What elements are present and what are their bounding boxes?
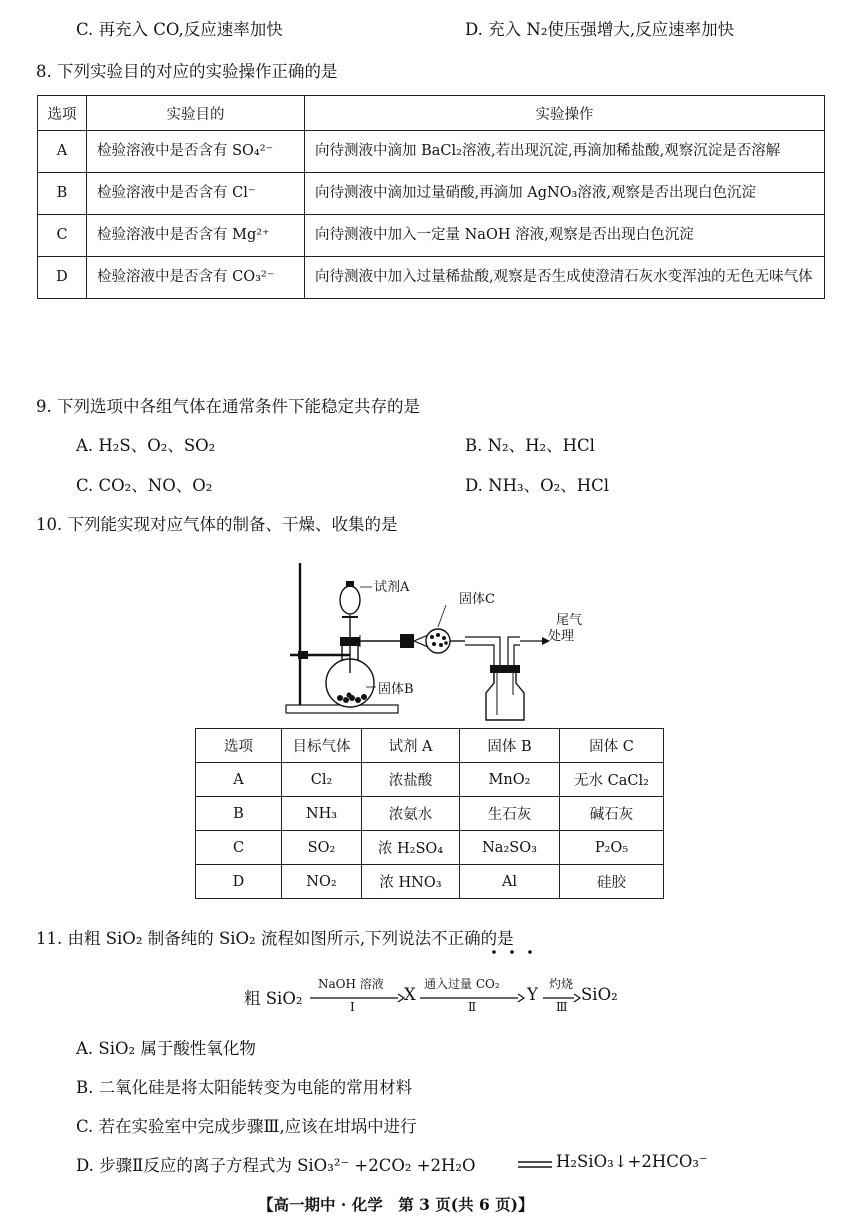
table-row	[38, 173, 825, 215]
table-cell: Al	[460, 865, 560, 899]
option-a: A. H₂S、O₂、SO₂	[76, 436, 216, 455]
flow-y: Y	[527, 985, 538, 1004]
label-solid-b: 固体B	[378, 682, 414, 697]
row-goal: 检验溶液中是否含有 CO₃²⁻	[87, 257, 305, 299]
flow-step1-reagent: NaOH 溶液	[318, 977, 384, 991]
table-row	[196, 831, 664, 865]
flow-start: 粗 SiO₂	[244, 989, 303, 1008]
header-cell: 选项	[196, 729, 282, 763]
option-c-prev: C. 再充入 CO,反应速率加快	[76, 20, 283, 39]
option-b: B. 二氧化硅是将太阳能转变为电能的常用材料	[76, 1078, 413, 1097]
table-cell: D	[196, 865, 282, 899]
table-cell: MnO₂	[460, 763, 560, 797]
table-cell: 浓 HNO₃	[362, 865, 460, 899]
row-operation: 向待测液中加入过量稀盐酸,观察是否生成使澄清石灰水变浑浊的无色无味气体	[305, 257, 825, 299]
option-d-suffix: H₂SiO₃↓+2HCO₃⁻	[556, 1152, 708, 1171]
table-cell: 生石灰	[460, 797, 560, 831]
flow-step2-number: Ⅱ	[468, 1000, 477, 1014]
row-option: D	[38, 257, 87, 299]
option-d-prev: D. 充入 N₂使压强增大,反应速率加快	[465, 20, 735, 39]
header-operation: 实验操作	[305, 96, 825, 131]
row-goal: 检验溶液中是否含有 Mg²⁺	[87, 215, 305, 257]
table-cell: 浓盐酸	[362, 763, 460, 797]
row-option: C	[38, 215, 87, 257]
header-cell: 试剂 A	[362, 729, 460, 763]
table-cell: A	[196, 763, 282, 797]
flow-step2-reagent: 通入过量 CO₂	[424, 977, 500, 991]
flow-step1-number: Ⅰ	[350, 1000, 355, 1014]
row-goal: 检验溶液中是否含有 SO₄²⁻	[87, 131, 305, 173]
header-cell: 目标气体	[282, 729, 362, 763]
table-row	[196, 763, 664, 797]
label-solid-c: 固体C	[459, 592, 495, 607]
table-cell: 硅胶	[560, 865, 664, 899]
table-row	[38, 215, 825, 257]
option-d: D. NH₃、O₂、HCl	[465, 476, 610, 495]
table-cell: NH₃	[282, 797, 362, 831]
question-11-stem: 11. 由粗 SiO₂ 制备纯的 SiO₂ 流程如图所示,下列说法不正确的是	[36, 929, 514, 948]
label-reagent-a: 试剂A	[374, 580, 410, 595]
table-header-row	[38, 96, 825, 131]
row-option: B	[38, 173, 87, 215]
table-cell: 碱石灰	[560, 797, 664, 831]
table-cell: Na₂SO₃	[460, 831, 560, 865]
label-exhaust-1: 尾气	[556, 613, 583, 628]
question-8-table	[37, 95, 825, 299]
header-cell: 固体 C	[560, 729, 664, 763]
header-goal: 实验目的	[87, 96, 305, 131]
question-10-stem: 10. 下列能实现对应气体的制备、干燥、收集的是	[36, 515, 398, 534]
option-c: C. 若在实验室中完成步骤Ⅲ,应该在坩埚中进行	[76, 1117, 417, 1136]
option-a: A. SiO₂ 属于酸性氧化物	[76, 1039, 256, 1058]
equals-double-line	[518, 1160, 552, 1170]
row-operation: 向待测液中滴加过量硝酸,再滴加 AgNO₃溶液,观察是否出现白色沉淀	[305, 173, 825, 215]
table-row	[38, 131, 825, 173]
flow-step3-reagent: 灼烧	[549, 977, 574, 991]
table-row	[38, 257, 825, 299]
table-cell: P₂O₅	[560, 831, 664, 865]
table-cell: B	[196, 797, 282, 831]
option-b: B. N₂、H₂、HCl	[465, 436, 595, 455]
flow-step3-number: Ⅲ	[556, 1000, 568, 1014]
header-option: 选项	[38, 96, 87, 131]
question-9-stem: 9. 下列选项中各组气体在通常条件下能稳定共存的是	[36, 397, 420, 416]
table-cell: SO₂	[282, 831, 362, 865]
row-operation: 向待测液中加入一定量 NaOH 溶液,观察是否出现白色沉淀	[305, 215, 825, 257]
flow-end: SiO₂	[581, 985, 618, 1004]
flow-arrows	[300, 990, 585, 1010]
table-header-row	[196, 729, 664, 763]
label-exhaust-2: 处理	[548, 629, 575, 644]
row-option: A	[38, 131, 87, 173]
flow-x: X	[404, 985, 416, 1004]
option-d-prefix: D. 步骤Ⅱ反应的离子方程式为 SiO₃²⁻ +2CO₂ +2H₂O	[76, 1156, 476, 1175]
table-cell: C	[196, 831, 282, 865]
question-10-table	[195, 728, 664, 899]
table-cell: 浓 H₂SO₄	[362, 831, 460, 865]
table-cell: Cl₂	[282, 763, 362, 797]
table-cell: 浓氨水	[362, 797, 460, 831]
row-operation: 向待测液中滴加 BaCl₂溶液,若出现沉淀,再滴加稀盐酸,观察沉淀是否溶解	[305, 131, 825, 173]
question-8-stem: 8. 下列实验目的对应的实验操作正确的是	[36, 62, 338, 81]
header-cell: 固体 B	[460, 729, 560, 763]
option-c: C. CO₂、NO、O₂	[76, 476, 213, 495]
table-row	[196, 797, 664, 831]
row-goal: 检验溶液中是否含有 Cl⁻	[87, 173, 305, 215]
table-cell: NO₂	[282, 865, 362, 899]
table-row	[196, 865, 664, 899]
emphasis-dots	[490, 948, 540, 956]
page-footer: 【高一期中 · 化学 第 3 页(共 6 页)】	[258, 1195, 534, 1214]
table-cell: 无水 CaCl₂	[560, 763, 664, 797]
